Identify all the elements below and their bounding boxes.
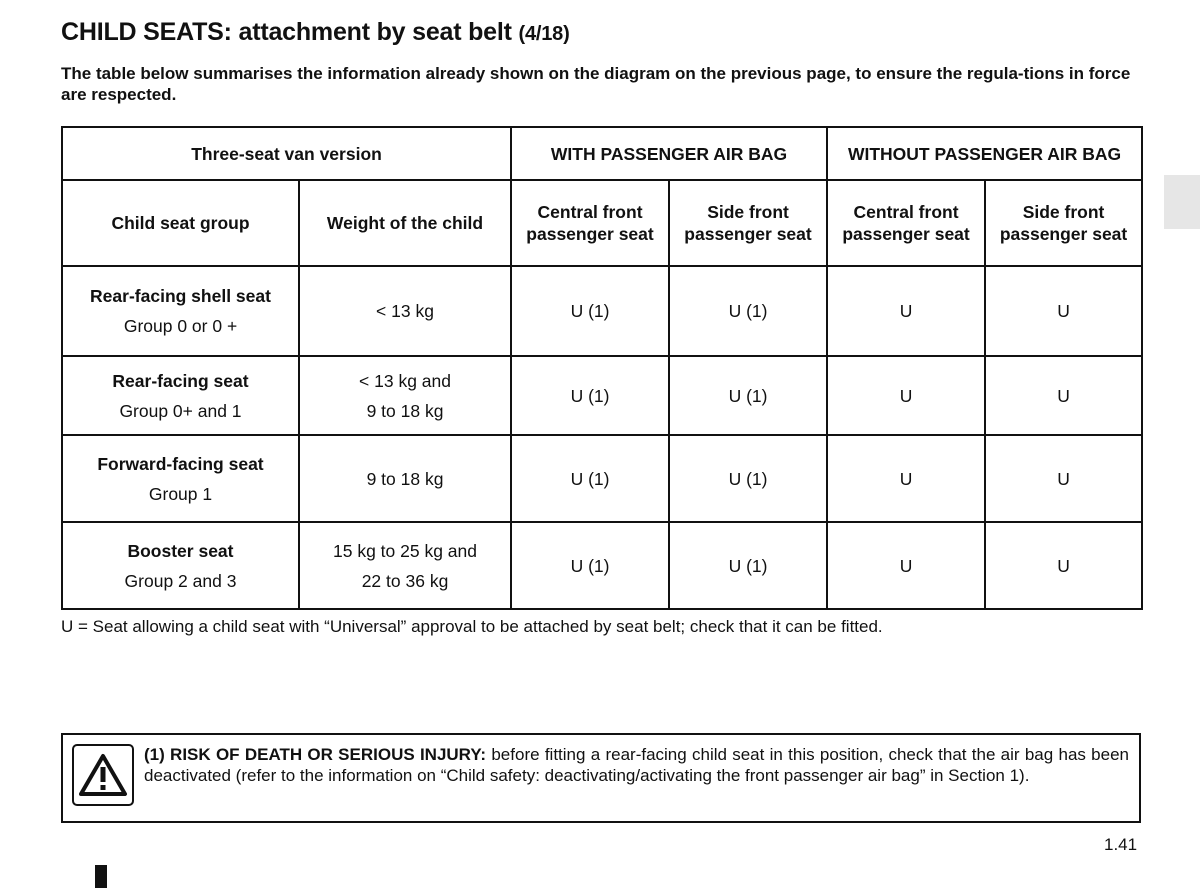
page-number: 1.41 bbox=[1104, 835, 1138, 854]
weight-column-header: Weight of the child bbox=[299, 180, 511, 266]
weight-line: 9 to 18 kg bbox=[366, 468, 444, 489]
table-header-row bbox=[62, 127, 1142, 180]
warning-heading: (1) RISK OF DEATH OR SERIOUS INJURY: bbox=[144, 745, 487, 764]
with-central-cell: U (1) bbox=[511, 522, 669, 609]
without-side-cell: U bbox=[985, 266, 1142, 356]
group-cell bbox=[62, 522, 299, 609]
section-tab bbox=[1164, 175, 1200, 229]
version-header: Three-seat van version bbox=[62, 127, 511, 180]
weight-line: 22 to 36 kg bbox=[361, 570, 449, 591]
table-footnote: U = Seat allowing a child seat with “Universal” approval to be attached by seat belt; check that it can be fitted. bbox=[61, 617, 883, 636]
without-central-cell: U bbox=[827, 435, 985, 522]
group-sub: Group 1 bbox=[148, 483, 213, 504]
weight-cell bbox=[299, 522, 511, 609]
group-cell bbox=[62, 266, 299, 356]
table-subheader-row bbox=[62, 180, 1142, 266]
weight-cell bbox=[299, 266, 511, 356]
with-central-cell: U (1) bbox=[511, 266, 669, 356]
group-column-header: Child seat group bbox=[62, 180, 299, 266]
without-central-header: Central front passenger seat bbox=[827, 180, 985, 266]
group-cell bbox=[62, 356, 299, 435]
with-central-cell: U (1) bbox=[511, 435, 669, 522]
with-central-header: Central front passenger seat bbox=[511, 180, 669, 266]
without-side-cell: U bbox=[985, 356, 1142, 435]
with-side-header: Side front passenger seat bbox=[669, 180, 827, 266]
warning-body: before fitting a rear-facing child seat in this position, check that the air bag has been deactivated (refer to the information on “Child safety: deactivating/activating the front passenger air bag” in Section 1). bbox=[144, 745, 1129, 785]
without-side-cell: U bbox=[985, 522, 1142, 609]
group-name: Rear-facing shell seat bbox=[90, 286, 271, 306]
crop-mark bbox=[95, 865, 107, 888]
without-central-cell: U bbox=[827, 356, 985, 435]
group-name: Rear-facing seat bbox=[112, 370, 249, 391]
without-central-cell: U bbox=[827, 522, 985, 609]
intro-paragraph: The table below summarises the information already shown on the diagram on the previous page, to ensure the regula-tions in force are respected. bbox=[61, 64, 1131, 104]
page-indicator: (4/18) bbox=[518, 23, 570, 45]
weight-cell bbox=[299, 435, 511, 522]
weight-line: < 13 kg bbox=[376, 301, 434, 321]
warning-triangle-icon bbox=[72, 744, 134, 806]
with-side-cell: U (1) bbox=[669, 522, 827, 609]
without-side-header: Side front passenger seat bbox=[985, 180, 1142, 266]
weight-cell bbox=[299, 356, 511, 435]
group-sub: Group 0 or 0 + bbox=[123, 316, 238, 336]
group-name: Forward-facing seat bbox=[97, 453, 264, 474]
with-central-cell: U (1) bbox=[511, 356, 669, 435]
with-side-cell: U (1) bbox=[669, 266, 827, 356]
without-airbag-header: WITHOUT PASSENGER AIR BAG bbox=[827, 127, 1142, 180]
group-cell bbox=[62, 435, 299, 522]
without-side-cell: U bbox=[985, 435, 1142, 522]
with-side-cell: U (1) bbox=[669, 435, 827, 522]
table-row bbox=[62, 435, 1142, 522]
group-sub: Group 2 and 3 bbox=[124, 570, 237, 591]
weight-line: 15 kg to 25 kg and bbox=[333, 540, 477, 561]
table-row bbox=[62, 356, 1142, 435]
weight-line: < 13 kg and bbox=[359, 370, 451, 391]
group-sub: Group 0+ and 1 bbox=[119, 400, 242, 421]
with-side-cell: U (1) bbox=[669, 356, 827, 435]
table-row bbox=[62, 522, 1142, 609]
child-seat-table bbox=[61, 126, 1143, 610]
without-central-cell: U bbox=[827, 266, 985, 356]
warning-text bbox=[144, 744, 1129, 786]
weight-line: 9 to 18 kg bbox=[366, 400, 444, 421]
page-title-text: CHILD SEATS: attachment by seat belt bbox=[61, 18, 512, 46]
group-name: Booster seat bbox=[127, 540, 234, 561]
page-title bbox=[61, 18, 570, 47]
warning-box bbox=[61, 733, 1141, 823]
table-row bbox=[62, 266, 1142, 356]
with-airbag-header: WITH PASSENGER AIR BAG bbox=[511, 127, 827, 180]
